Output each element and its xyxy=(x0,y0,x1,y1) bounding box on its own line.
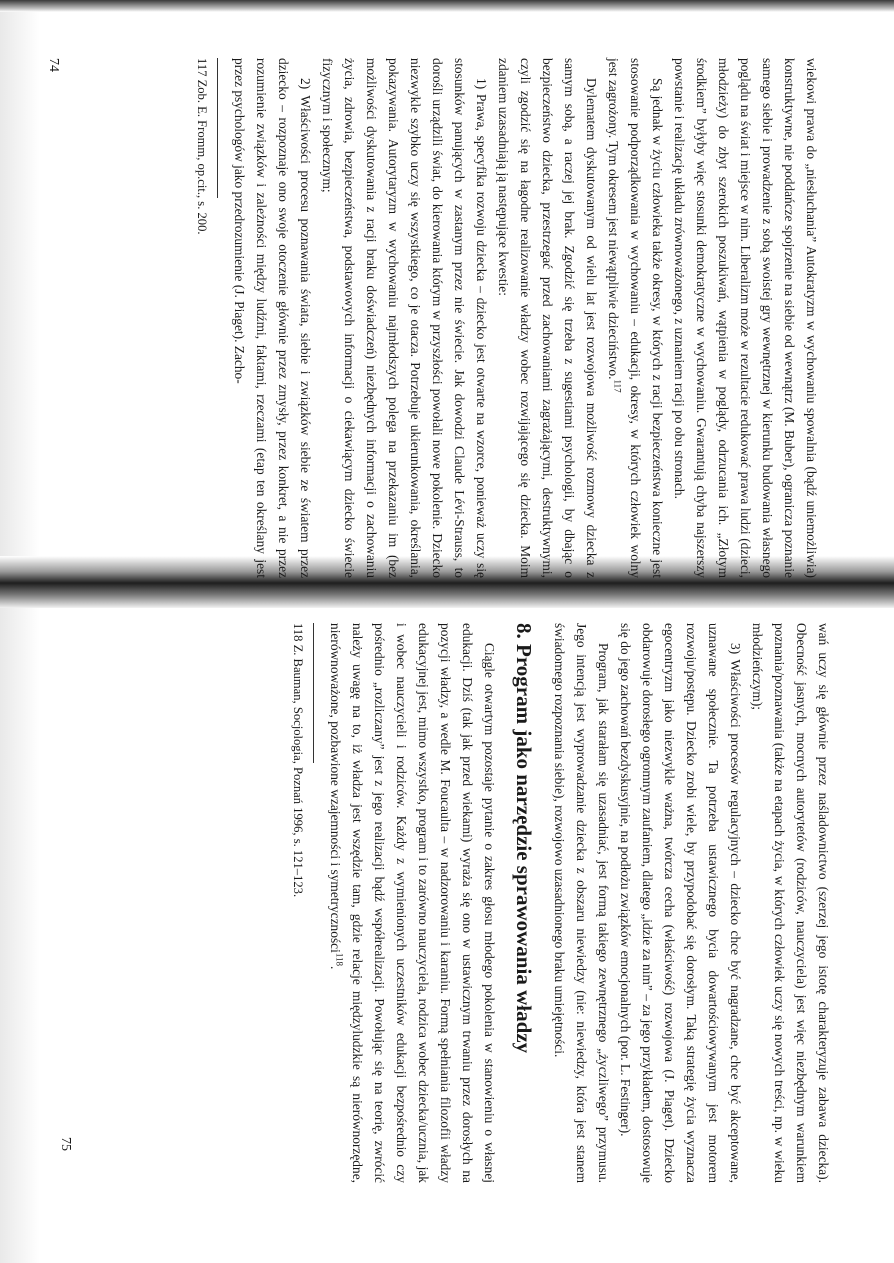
paragraph-9-text: Ciągle otwartym pozostaje pytanie o zakres głosu młodego pokolenia w stanowieniu o własnej edukacji. Dziś (tak jak przed wiekami) wyraża się ono w ustawicznym trwaniu przez dorosłych na pozycji władzy, a wedle M. Foucaulta – w nadzorowaniu i karaniu. Formą spełniania filozofii władzy edukacyjnej jest, mimo wszystko, program i to zarówno nauczyciela, rodzica wobec dziecka/ucznia, jak i wobec nauczycieli i rodziców. Każdy z wymienionych uczestników edukacji bezpośrednio czy pośrednio „rozliczany” jest z jego realizacji bądź współrealizacji. Powołując się na teorię, zwrócić należy uwagę na to, iż władza jest wszędzie tam, gdzie relacje międzyludzkie są nierównorzędne, nierównoważone, pozbawione wzajemności i symetryczności xyxy=(328,623,497,1183)
page-75-section-body xyxy=(324,623,500,1183)
paragraph-4: 1) Prawa, specyfika rozwoju dziecka – dziecko jest otwarte na wzorce, ponieważ uczy się stosunków panujących w zastanym przez nie świecie. Jak dowodzi Claude Lévi-Strauss, to dorośli urządzili świat, do kierowania którym w przyszłości powołali nowe pokolenie. Dziecko niezwykle szybko uczy się wszystkiego, co je otacza. Potrzebuje ukierunkowania, określania, pokazywania. Autorytaryzm w wychowaniu najmłodszych polega na przekazaniu im (bez możliwości dyskutowania z racji braku doświadczeń) niezbędnych informacji o zachowaniu życia, zdrowia, bezpieczeństwa, podstawowych informacji o ciekawiącym dziecko świecie fizycznym i społecznym; xyxy=(320,58,489,578)
page-75-body xyxy=(548,623,834,1183)
paragraph-3: Dylematem dyskutowanym od wielu lat jest rozwojowa możliwość rozmowy dziecka z samym sobą, a raczej jej brak. Zgodzić się trzeba z sugestiami psychologii, by dbając o bezpieczeństwo dziecka, przestrzegać przed zachowaniami zagrażającymi, destruktywnymi, czyli zgodzić się na łagodne realizowanie władzy wobec rozwijającego się dziecka. Moim zdaniem uzasadniają ją następujące kwestie: xyxy=(496,58,599,578)
paragraph-8: Program, jak starałam się uzasadniać, jest formą takiego zewnętrznego „życzliwego” przymusu. Jego intencją jest wyprowadzanie dziecka z obszaru niewiedzy (nie: niewiedzy, która jest stanem świadomego rozpoznania siebie), rozwojowo uzasadnionego braku umiejętności. xyxy=(552,623,611,1183)
paragraph-2 xyxy=(602,58,668,578)
footnote-divider xyxy=(313,623,314,763)
footnote-117: 117 Zob. E. Fromm, op.cit., s. 200. xyxy=(195,58,209,235)
section-heading: 8. Program jako narzędzie sprawowania władzy xyxy=(512,623,536,1054)
paragraph-9: Ciągle otwartym pozostaje pytanie o zakres głosu młodego pokolenia w stanowieniu o własnej edukacji. Dziś (tak jak przed wiekami) wyraża się ono w ustawicznym trwaniu przez dorosłych na pozycji władzy, a wedle M. Foucaulta – w nadzorowaniu i karaniu. Formą spełniania filozofii władzy edukacyjnej jest, mimo wszystko, program i to zarówno nauczyciela, rodzica wobec dziecka/ucznia, jak i wobec nauczycieli i rodziców. Każdy z wymienionych uczestników edukacji bezpośrednio czy pośrednio „rozliczany” jest z jego realizacji bądź współrealizacji. Powołując się na teorię, zwrócić należy uwagę na to, iż władza jest wszędzie tam, gdzie relacje międzyludzkie są nierównorzędne, nierównoważone, pozbawione wzajemności i symetryczności$^{118}$. xyxy=(328,623,497,1183)
paragraph-2-text: Są jednak w życiu człowieka także okresy, w których z racji bezpieczeństwa konieczne jest stosowanie podporządkowania w wychowaniu – edukacji, okresy, w których człowiek wolny jest zagrożony. Tym okresem jest niewątpliwie dzieciństwo. xyxy=(606,58,665,578)
page-74-body xyxy=(228,58,822,578)
page-number-75: 75 xyxy=(58,1137,73,1151)
footnote-divider xyxy=(217,58,218,198)
page-number-74: 74 xyxy=(46,58,61,72)
paragraph-7: 3) Właściwości procesów regulacyjnych – dziecko chce być nagradzane, chce być akceptowane, uznawane społecznie. Ta potrzeba ustawicznego bycia dowartościowywanym jest motorem rozwoju/postępu. Dziecko zrobi wiele, by przypodobać się dorosłym. Taką strategię życia wyznacza egocentryzm jako niezwykle ważna, twórcza cecha (właściwość) rozwojowa (J. Piaget). Dziecko obdarowuje dorosłego ogromnym zaufaniem, dlatego „idzie za nim” – za jego przykładem, dostosowuje się do jego zachowań bezdyskusyjnie, na podłożu związków emocjonalnych (por. L. Festinger). xyxy=(618,623,743,1183)
footnote-118: 118 Z. Bauman, Socjologia, Poznań 1996, s. 121–123. xyxy=(291,623,305,898)
page-74 xyxy=(22,58,822,578)
scan-top-edge xyxy=(0,0,894,12)
paragraph-6: wań uczy się głównie przez naśladownictwo (szerzej jego istotę charakteryzuje zabawa dziecka). Obecność jasnych, mocnych autorytetów (rodziców, nauczyciela) jest więc niezbędnym warunkiem poznania/poznawania (także na etapach życia, w których człowiek uczy się nowych treści, np. w wieku młodzieńczym); xyxy=(750,623,831,1183)
paragraph-5: 2) Właściwości procesu poznawania świata, siebie i związków siebie ze światem przez dziecko – rozpoznaje ono swoje otoczenie głównie przez zmysły, przez konkret, a nie przez rozumienie związków i zależności między ludźmi, faktami, rzeczami (etap ten określany jest przez psychologów jako przedrozumienie (J. Piaget). Zacho- xyxy=(232,58,313,578)
paragraph-1: wiekowi prawa do „niesłuchania” Autokratyzm w wychowaniu spowalnia (bądź uniemożliwia) konstruktywne, nie poddańcze spojrzenie na siebie od wewnątrz (M. Buber), ogranicza poznanie samego siebie i prowadzenie z sobą swoistej gry wewnętrznej w kierunku budowania własnego poglądu na świat i miejsce w nim. Liberalizm może w rezultacie redukować prawa ludzi (dzieci, młodzieży) do zbyt szerokich poszukiwań, wątpienia w poglądy, odrzucania ich. „Złotym środkiem” byłyby więc stosunki demokratyczne w wychowaniu. Gwarantują chyba najszerszy powstanie i realizację układu zrównoważonego, z uznaniem racji po obu stronach. xyxy=(672,58,819,578)
footnote-ref-117: 117 xyxy=(612,379,623,393)
page-75 xyxy=(34,623,834,1183)
footnote-ref-118: 118 xyxy=(334,952,345,966)
